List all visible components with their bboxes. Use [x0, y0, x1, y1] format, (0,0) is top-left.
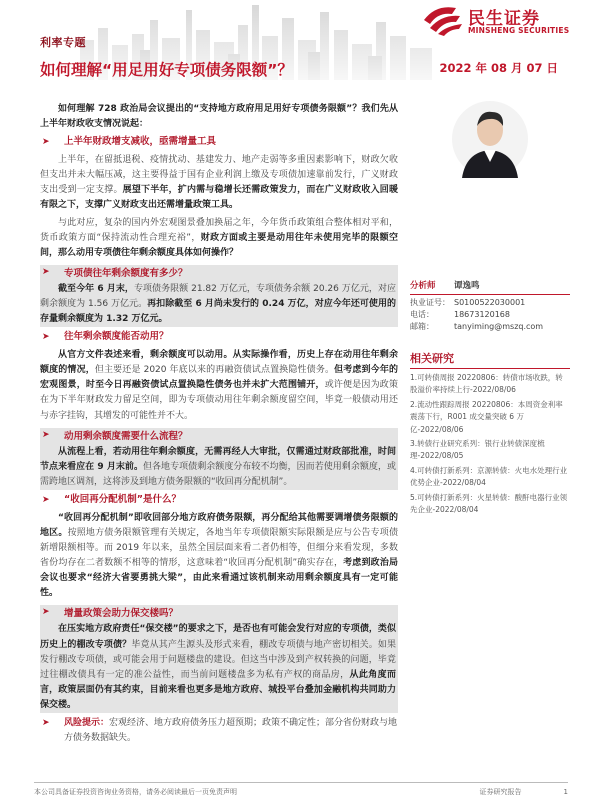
cert-number: S0100522030001 [454, 298, 526, 307]
text-run: 或许便是因为政策在为下半年财政发力留足空间，即为专项债动用往年剩余额度留空间，毕竟一般债动用还与赤字挂钩，其增发的可能性并不大。 [40, 380, 398, 421]
highlight-block [40, 428, 398, 490]
related-item[interactable]: 5.可转债打新系列：火星转债：酸酐电器行业领先企业-2022/08/04 [410, 492, 568, 515]
text-run-bold: 考虑到政治局会议也要求“经济大省要勇挑大梁”，由此来看通过该机制来动用剩余额度具有一定可能性。 [40, 558, 398, 599]
disclaimer: 本公司具备证券投资咨询业务资格，请务必阅读最后一页免责声明 [34, 788, 237, 796]
text-run: 专项债务限额 21.82 万亿元，专项债务余额 20.26 万亿元，对应剩余额度为 1.56 万亿元。 [40, 283, 397, 309]
text-run: 按照地方债务限额管理有关规定，各地当年专项债限额实际限额是应与公告专项债新增限额相等。而 2019 年以来，虽然全国层面来看二者仍相等，但细分来看发现，多数省份均存在二者数额不相等的情形，这意味着“收回再分配机制”确实存在， [40, 527, 398, 569]
text-run-bold: “收回再分配机制”即收回部分地方政府债务限额，再分配给其他需要调增债务限额的地区。 [40, 512, 398, 538]
section-title: 上半年财政增支减收，亟需增量工具 [64, 136, 217, 148]
page-number: 1 [563, 788, 568, 796]
body-paragraph [40, 153, 398, 213]
report-title: 如何理解“用足用好专项债务限额”？ [40, 61, 293, 79]
section-heading [40, 605, 398, 622]
section-title: 专项债往年剩余额度有多少？ [64, 267, 188, 279]
body-paragraph [40, 216, 398, 261]
related-title: 相关研究 [410, 350, 570, 369]
body-paragraph [40, 282, 398, 327]
highlight-block [40, 265, 398, 327]
main-column [40, 102, 398, 746]
section-heading [40, 330, 398, 344]
highlight-block [40, 605, 398, 713]
analyst-row [410, 297, 570, 309]
phone-number: 18673120168 [454, 310, 510, 319]
text-run: 上半年，在留抵退税、疫情扰动、基建发力、地产走弱等多重因素影响下，财政欠收但支出并未大幅压减，这主要得益于国有企业利润上缴及专项债加速靠前发行，广义财政支出受到一定支撑。 [40, 155, 398, 196]
body-paragraph [40, 445, 398, 490]
arrow-icon: ➤ [42, 718, 50, 728]
section-title: “收回再分配机制”是什么？ [64, 493, 181, 505]
report-date: 2022 年 08 月 07 日 [439, 61, 558, 75]
text-run: 与此对应，复杂的国内外宏观图景叠加换届之年，今年货币政策组合整体相对平和，货币政策方面“保持流动性合理充裕”， [40, 217, 398, 243]
analyst-role: 分析师 [410, 281, 436, 291]
text-run-bold: 在压实地方政府责任“保交楼”的要求之下，是否也有可能会发行对应的专项债，类似历史上的棚改专项债？ [40, 624, 396, 650]
text-run: 但主要还是 2020 年底以来的再融资债试点置换隐性债务。 [94, 365, 335, 376]
text-run: 但各地专项债剩余额度分布较不均衡，因而若使用剩余额度，或需跨地区调剂，这将涉及到地方债务限额的“收回再分配机制”。 [40, 461, 396, 487]
risk-label: 风险提示： [64, 718, 110, 728]
related-item[interactable]: 3.转债行业研究系列：银行业转债深度梳理-2022/08/05 [410, 439, 545, 461]
related-research [410, 350, 570, 518]
section-heading [40, 135, 398, 149]
text-run-bold: 从此角度而言，政策层面仍有其约束，目前来看也更多是地方政府、城投平台叠加金融机构共同助力保交楼。 [40, 669, 396, 710]
text-run-bold: 截至今年 6 月末， [58, 283, 134, 294]
section-title: 增量政策会助力保交楼吗？ [64, 608, 179, 620]
analyst-row [410, 309, 570, 321]
section-title: 动用剩余额度需要什么流程？ [64, 430, 188, 442]
arrow-icon: ➤ [42, 137, 50, 148]
text-run: 毕竟从其产生源头及形式来看，棚改专项债与地产密切相关。如果发行棚改专项债，或可能会用于问题楼盘的建设。但这当中涉及到产权转换的问题，毕竟过往棚改债具有一定的准公益性，而当前问题楼盘多为私有产权的商品房， [40, 639, 396, 680]
page-footer [34, 782, 568, 797]
analyst-row [410, 321, 570, 333]
body-paragraph [40, 348, 398, 423]
arrow-icon: ➤ [42, 266, 50, 277]
report-header [0, 0, 600, 98]
footer-right [438, 787, 568, 797]
section-heading [40, 265, 398, 282]
analyst-info [410, 280, 570, 333]
analyst-name: 谭逸鸣 [454, 281, 480, 291]
text-run-bold: 从流程上看，若动用往年剩余额度，无需再经人大审批，仅需通过财政部批准，时间节点来看应在 9 月末前。 [40, 446, 396, 472]
text-run-bold: 再扣除截至 6 月尚未发行的 0.24 万亿，对应今年还可使用的存量剩余额度为 1.32 万亿元。 [40, 298, 396, 325]
related-item[interactable]: 2.流动性跟踪周报 20220806：本周资金利率震荡下行，R001 成交量突破 6 万亿-2022/08/06 [410, 399, 563, 434]
intro-paragraph: 如何理解 728 政治局会议提出的“支持地方政府用足用好专项债务限额”？我们先从上半年财政收支情况说起： [40, 104, 398, 130]
analyst-photo [440, 100, 540, 178]
email-address[interactable]: tanyiming@mszq.com [454, 322, 544, 331]
section-title: 往年剩余额度能否动用？ [64, 331, 169, 343]
arrow-icon: ➤ [42, 332, 50, 343]
arrow-icon: ➤ [42, 607, 50, 618]
text-run-bold: 从官方文件表述来看，剩余额度可以动用。从实际操作看，历史上存在动用往年剩余额度的情况， [40, 350, 398, 376]
analyst-row [410, 280, 570, 295]
body-paragraph [40, 511, 398, 602]
text-run-bold: 展望下半年，扩内需与稳增长还需政策发力，而在广义财政收入回暖有限之下，支撑广义财政支出还需增量政策工具。 [40, 185, 398, 211]
section-heading [40, 493, 398, 507]
body-paragraph [40, 622, 398, 713]
related-item[interactable]: 1.可转债周报 20220806：转债市场收跌，转股溢价率持续上行-2022/08/06 [410, 373, 563, 395]
cert-label: 执业证号： [410, 298, 450, 307]
logo-text-en: MINSHENG SECURITIES [468, 26, 570, 35]
email-label: 邮箱： [410, 322, 434, 331]
related-item[interactable]: 4.可转债打新系列：京源转债：火电水处理行业优势企业-2022/08/04 [410, 465, 568, 488]
phone-label: 电话： [410, 310, 434, 319]
report-category: 利率专题 [40, 36, 86, 49]
logo-text-cn: 民生证券 [468, 9, 540, 29]
risk-warning [40, 716, 398, 746]
text-run-bold: 财政方面或主要是动用往年未使用完毕的限额空间，那么动用专项债往年剩余额度具体如何操作？ [40, 232, 398, 258]
logo-mark-icon [422, 2, 464, 36]
section-heading [40, 428, 398, 445]
report-type: 证券研究报告 [479, 788, 522, 796]
risk-text: 宏观经济、地方政府债务压力超预期；政策不确定性；部分省份财政与地方债务数据缺失。 [64, 718, 398, 744]
arrow-icon: ➤ [42, 494, 50, 505]
minsheng-logo [414, 2, 586, 38]
text-run-bold: 但考虑到今年的宏观图景，时至今日再融资债试点置换隐性债务也并未扩大范围铺开， [40, 365, 398, 391]
arrow-icon: ➤ [42, 429, 50, 440]
